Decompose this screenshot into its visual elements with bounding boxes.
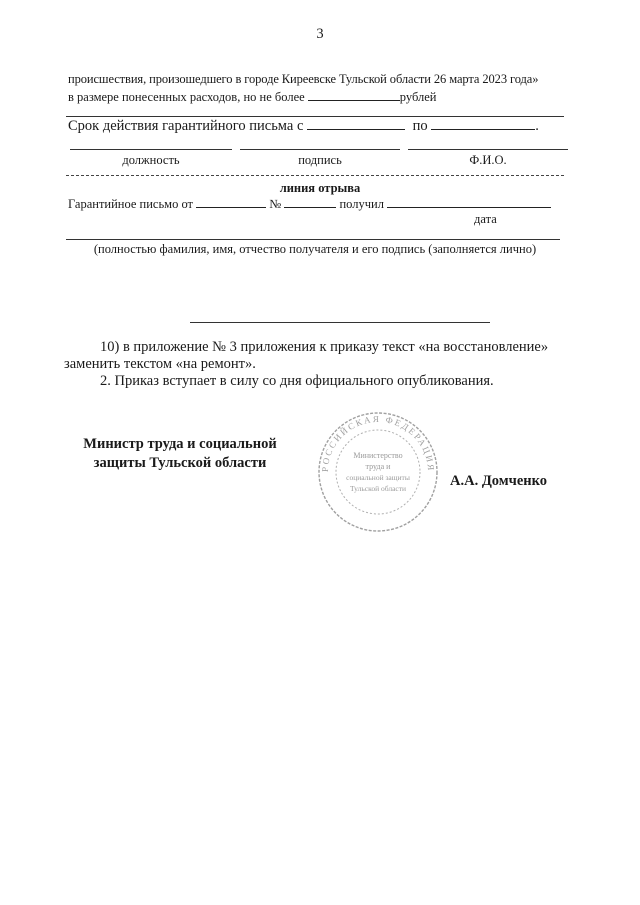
validity-end: . xyxy=(535,118,539,134)
position-blank xyxy=(70,149,232,150)
signatory-name: А.А. Домченко xyxy=(450,473,548,489)
item-10-line-2: заменить текстом «на ремонт». xyxy=(64,356,256,372)
separator-line-1 xyxy=(66,116,564,117)
validity-label: Срок действия гарантийного письма с xyxy=(68,118,304,134)
validity-from-blank xyxy=(307,128,405,130)
receipt-received: получил xyxy=(339,197,384,211)
stamp-text-4: Тульской области xyxy=(349,484,407,493)
cut-line-label: линия отрыва xyxy=(279,181,361,195)
receipt-date-blank xyxy=(196,206,266,208)
stamp-text-3: социальной защиты xyxy=(346,473,410,482)
label-fullname: Ф.И.О. xyxy=(469,153,507,167)
validity-to-blank xyxy=(431,128,535,130)
date-label: дата xyxy=(474,212,497,226)
stamp-inner-ring xyxy=(336,430,420,514)
signature-blank xyxy=(240,149,400,150)
stamp-text-2: труда и xyxy=(365,462,391,471)
item-10-line-1: 10) в приложение № 3 приложения к приказу текст «на восстановление» xyxy=(100,339,549,355)
cut-line xyxy=(66,175,564,176)
label-signature: подпись xyxy=(298,153,342,167)
recipient-blank xyxy=(66,239,560,240)
signatory-position-2: защиты Тульской области xyxy=(93,455,267,471)
signatory-position-1: Министр труда и социальной xyxy=(83,436,277,452)
stamp-text-1: Министерство xyxy=(353,451,403,460)
section-divider xyxy=(190,322,490,323)
form-line-2-prefix: в размере понесенных расходов, но не более xyxy=(68,90,305,104)
amount-blank xyxy=(308,99,400,101)
label-position: должность xyxy=(122,153,180,167)
receipt-number-sign: № xyxy=(269,197,282,211)
fullname-blank xyxy=(408,149,568,150)
receipt-number-blank xyxy=(284,206,336,208)
receipt-line xyxy=(68,197,551,212)
page-number: 3 xyxy=(316,26,324,42)
receipt-prefix: Гарантийное письмо от xyxy=(68,197,194,211)
official-stamp xyxy=(316,410,440,534)
receipt-received-blank xyxy=(387,206,551,208)
validity-line xyxy=(68,118,539,135)
form-line-1: происшествия, произошедшего в городе Киреевске Тульской области 26 марта 2023 года» xyxy=(68,72,539,86)
validity-to-label: по xyxy=(412,118,428,134)
recipient-note: (полностью фамилия, имя, отчество получателя и его подпись (заполняется лично) xyxy=(93,242,537,256)
stamp-ring-text: РОССИЙСКАЯ ФЕДЕРАЦИЯ xyxy=(319,413,437,473)
stamp-outer-ring xyxy=(319,413,437,531)
form-line-2-suffix: рублей xyxy=(399,90,437,104)
form-line-2 xyxy=(68,90,437,105)
item-2: 2. Приказ вступает в силу со дня официального опубликования. xyxy=(100,373,494,389)
